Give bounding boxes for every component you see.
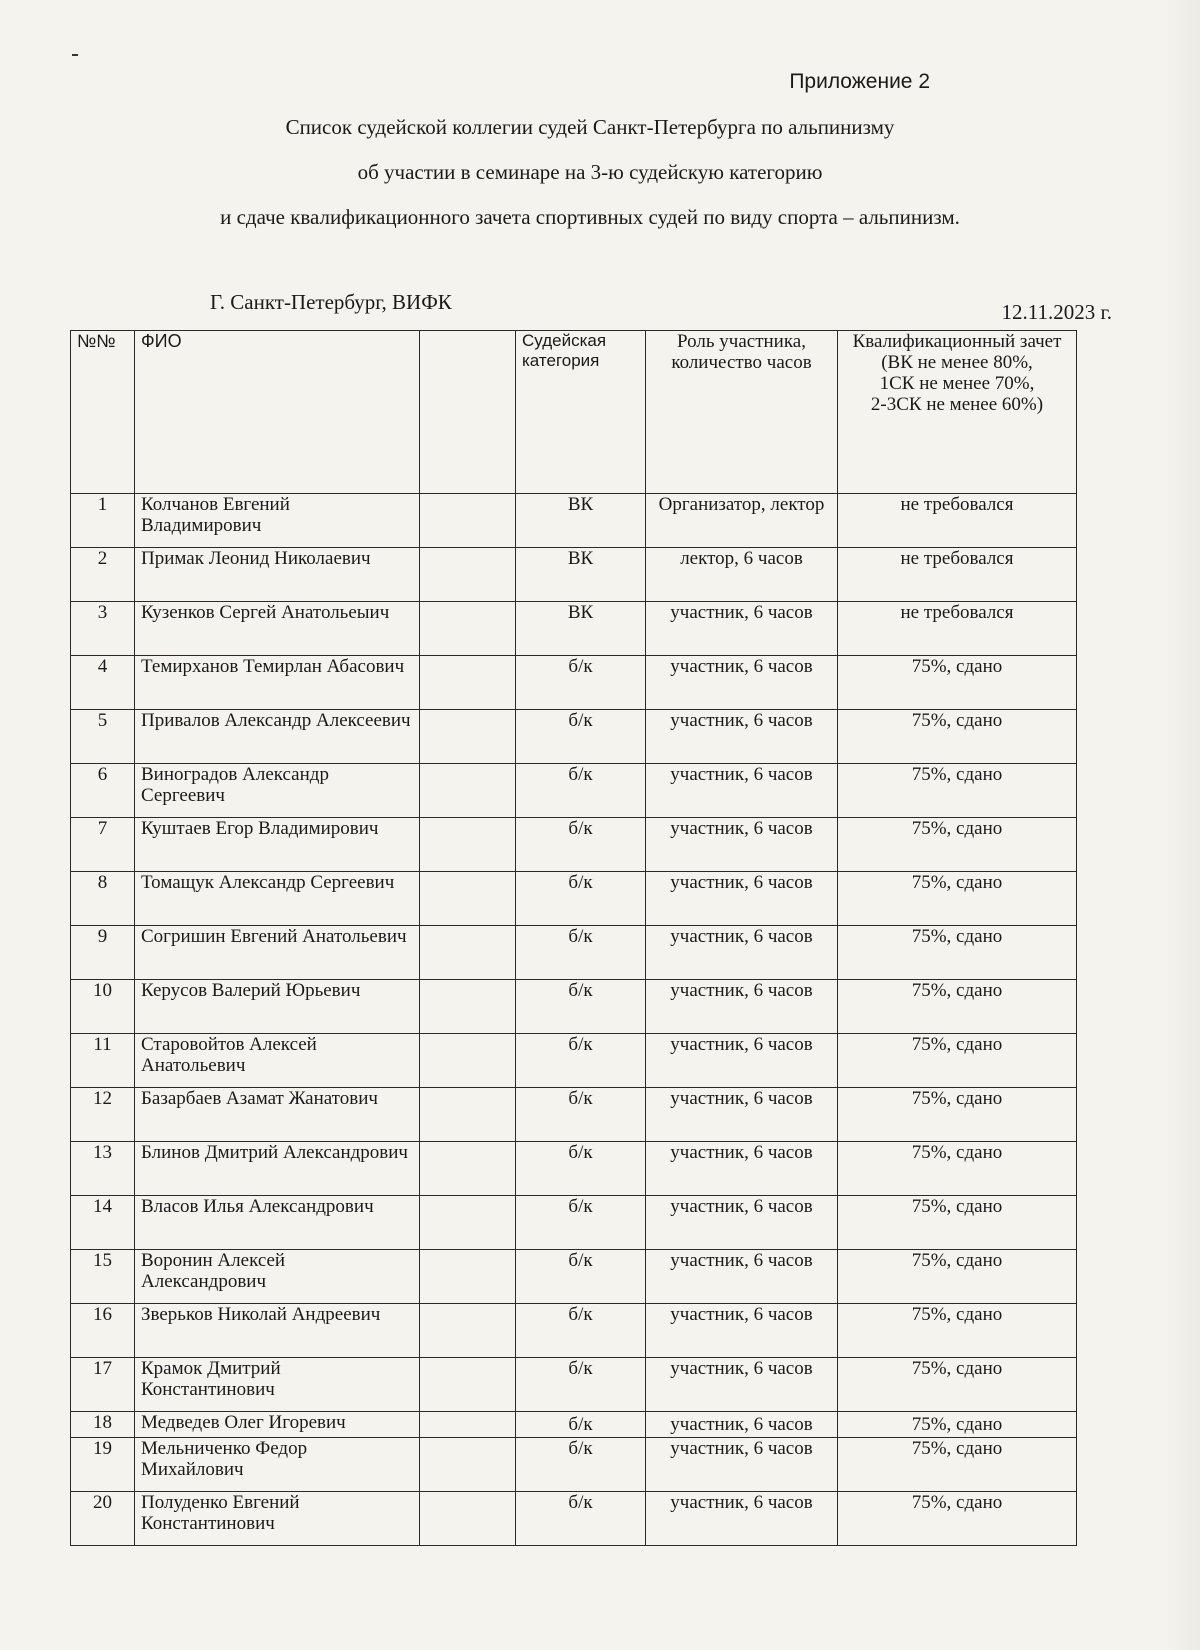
row-fio: Старовойтов Алексей Анатольевич [135, 1034, 420, 1088]
row-role: участник, 6 часов [646, 1438, 838, 1492]
row-qualification: 75%, сдано [838, 1358, 1077, 1412]
table-row [71, 1088, 1077, 1142]
row-number: 19 [71, 1438, 135, 1492]
row-fio: Кузенков Сергей Анатольеыич [135, 602, 420, 656]
table-row [71, 1358, 1077, 1412]
header-empty [420, 331, 516, 494]
row-role: участник, 6 часов [646, 1250, 838, 1304]
row-qualification: не требовался [838, 548, 1077, 602]
row-role: участник, 6 часов [646, 926, 838, 980]
row-category: б/к [516, 1088, 646, 1142]
row-category: б/к [516, 818, 646, 872]
table-row [71, 656, 1077, 710]
row-category: б/к [516, 872, 646, 926]
header-qualification-title: Квалификационный зачет [852, 331, 1062, 352]
header-num: №№ [71, 331, 135, 494]
row-role: участник, 6 часов [646, 1412, 838, 1438]
row-empty-cell [420, 1088, 516, 1142]
row-number: 9 [71, 926, 135, 980]
row-fio: Примак Леонид Николаевич [135, 548, 420, 602]
row-number: 12 [71, 1088, 135, 1142]
row-category: б/к [516, 1304, 646, 1358]
row-fio: Блинов Дмитрий Александрович [135, 1142, 420, 1196]
row-qualification: 75%, сдано [838, 710, 1077, 764]
row-role: лектор, 6 часов [646, 548, 838, 602]
row-category: б/к [516, 1358, 646, 1412]
header-qualification-line: (ВК не менее 80%, [881, 352, 1033, 373]
row-empty-cell [420, 1304, 516, 1358]
row-category: ВК [516, 602, 646, 656]
row-role: участник, 6 часов [646, 980, 838, 1034]
row-role: участник, 6 часов [646, 1358, 838, 1412]
table-header-row [71, 331, 1077, 494]
row-number: 16 [71, 1304, 135, 1358]
row-number: 18 [71, 1412, 135, 1438]
row-qualification: 75%, сдано [838, 1250, 1077, 1304]
row-role: участник, 6 часов [646, 602, 838, 656]
row-fio: Власов Илья Александрович [135, 1196, 420, 1250]
row-empty-cell [420, 710, 516, 764]
row-number: 6 [71, 764, 135, 818]
row-number: 4 [71, 656, 135, 710]
row-qualification: 75%, сдано [838, 926, 1077, 980]
row-number: 10 [71, 980, 135, 1034]
header-fio: ФИО [135, 331, 420, 494]
row-fio: Привалов Александр Алексеевич [135, 710, 420, 764]
table-row [71, 494, 1077, 548]
row-fio: Мельниченко Федор Михайлович [135, 1438, 420, 1492]
table-row [71, 1438, 1077, 1492]
row-empty-cell [420, 548, 516, 602]
row-qualification: 75%, сдано [838, 980, 1077, 1034]
title-line-3: и сдаче квалификационного зачета спортивных судей по виду спорта – альпинизм. [220, 205, 960, 229]
table-row [71, 1492, 1077, 1546]
table-row [71, 1304, 1077, 1358]
table-row [71, 1196, 1077, 1250]
row-role: участник, 6 часов [646, 764, 838, 818]
row-role: участник, 6 часов [646, 1142, 838, 1196]
title-line-2: об участии в семинаре на 3-ю судейскую категорию [357, 160, 823, 184]
row-qualification: 75%, сдано [838, 818, 1077, 872]
table-row [71, 602, 1077, 656]
row-fio: Темирханов Темирлан Абасович [135, 656, 420, 710]
table-row [71, 548, 1077, 602]
scan-speck [72, 54, 78, 56]
title-line-1: Список судейской коллегии судей Санкт-Петербурга по альпинизму [285, 115, 895, 139]
row-empty-cell [420, 1358, 516, 1412]
city-venue: Г. Санкт-Петербург, ВИФК [210, 290, 452, 314]
row-category: б/к [516, 1034, 646, 1088]
row-fio: Воронин Алексей Александрович [135, 1250, 420, 1304]
row-empty-cell [420, 872, 516, 926]
table-row [71, 710, 1077, 764]
row-number: 1 [71, 494, 135, 548]
row-number: 2 [71, 548, 135, 602]
row-empty-cell [420, 1034, 516, 1088]
row-role: участник, 6 часов [646, 1196, 838, 1250]
row-number: 14 [71, 1196, 135, 1250]
table-row [71, 764, 1077, 818]
row-fio: Крамок Дмитрий Константинович [135, 1358, 420, 1412]
row-role: участник, 6 часов [646, 1304, 838, 1358]
row-empty-cell [420, 494, 516, 548]
row-empty-cell [420, 1412, 516, 1438]
row-fio: Медведев Олег Игоревич [135, 1412, 420, 1438]
row-fio: Базарбаев Азамат Жанатович [135, 1088, 420, 1142]
row-category: б/к [516, 764, 646, 818]
row-category: б/к [516, 980, 646, 1034]
row-qualification: 75%, сдано [838, 1088, 1077, 1142]
header-qualification [838, 331, 1077, 494]
row-category: б/к [516, 1142, 646, 1196]
attachment-label: Приложение 2 [789, 70, 930, 93]
header-qualification-line: 2-3СК не менее 60%) [870, 394, 1044, 415]
row-empty-cell [420, 1142, 516, 1196]
row-fio: Зверьков Николай Андреевич [135, 1304, 420, 1358]
row-empty-cell [420, 926, 516, 980]
page-edge-shadow [1166, 0, 1200, 1650]
header-qualification-line: 1СК не менее 70%, [879, 373, 1035, 394]
row-role: участник, 6 часов [646, 710, 838, 764]
table-row [71, 818, 1077, 872]
row-role: Организатор, лектор [646, 494, 838, 548]
row-qualification: 75%, сдано [838, 1412, 1077, 1438]
row-empty-cell [420, 764, 516, 818]
row-category: б/к [516, 1412, 646, 1438]
row-category: б/к [516, 656, 646, 710]
row-category: б/к [516, 710, 646, 764]
row-empty-cell [420, 602, 516, 656]
row-empty-cell [420, 980, 516, 1034]
row-fio: Согришин Евгений Анатольевич [135, 926, 420, 980]
table-row [71, 1412, 1077, 1438]
row-category: б/к [516, 926, 646, 980]
row-empty-cell [420, 1492, 516, 1546]
row-fio: Куштаев Егор Владимирович [135, 818, 420, 872]
row-fio: Томащук Александр Сергеевич [135, 872, 420, 926]
row-number: 17 [71, 1358, 135, 1412]
row-number: 8 [71, 872, 135, 926]
row-empty-cell [420, 818, 516, 872]
row-number: 15 [71, 1250, 135, 1304]
row-qualification: 75%, сдано [838, 1034, 1077, 1088]
row-fio: Полуденко Евгений Константинович [135, 1492, 420, 1546]
row-empty-cell [420, 1250, 516, 1304]
row-qualification: не требовался [838, 494, 1077, 548]
row-number: 7 [71, 818, 135, 872]
row-fio: Керусов Валерий Юрьевич [135, 980, 420, 1034]
row-qualification: 75%, сдано [838, 764, 1077, 818]
row-qualification: 75%, сдано [838, 1492, 1077, 1546]
row-qualification: 75%, сдано [838, 1142, 1077, 1196]
row-role: участник, 6 часов [646, 1034, 838, 1088]
row-qualification: 75%, сдано [838, 656, 1077, 710]
row-qualification: 75%, сдано [838, 1304, 1077, 1358]
table-row [71, 1250, 1077, 1304]
header-role: Роль участника, количество часов [646, 331, 838, 494]
row-qualification: 75%, сдано [838, 1438, 1077, 1492]
row-number: 3 [71, 602, 135, 656]
row-category: ВК [516, 494, 646, 548]
row-category: ВК [516, 548, 646, 602]
row-empty-cell [420, 1196, 516, 1250]
row-category: б/к [516, 1438, 646, 1492]
judges-table [70, 330, 1077, 1546]
row-category: б/к [516, 1196, 646, 1250]
row-number: 11 [71, 1034, 135, 1088]
row-role: участник, 6 часов [646, 1492, 838, 1546]
row-qualification: 75%, сдано [838, 1196, 1077, 1250]
row-number: 20 [71, 1492, 135, 1546]
row-empty-cell [420, 1438, 516, 1492]
row-number: 13 [71, 1142, 135, 1196]
table-row [71, 1034, 1077, 1088]
row-category: б/к [516, 1492, 646, 1546]
row-qualification: не требовался [838, 602, 1077, 656]
row-role: участник, 6 часов [646, 1088, 838, 1142]
row-qualification: 75%, сдано [838, 872, 1077, 926]
document-date: 12.11.2023 г. [1001, 300, 1112, 324]
row-number: 5 [71, 710, 135, 764]
header-category: Судейская категория [516, 331, 646, 494]
row-role: участник, 6 часов [646, 656, 838, 710]
row-fio: Виноградов Александр Сергеевич [135, 764, 420, 818]
row-role: участник, 6 часов [646, 818, 838, 872]
row-category: б/к [516, 1250, 646, 1304]
table-row [71, 872, 1077, 926]
row-empty-cell [420, 656, 516, 710]
row-fio: Колчанов Евгений Владимирович [135, 494, 420, 548]
table-row [71, 980, 1077, 1034]
table-row [71, 1142, 1077, 1196]
row-role: участник, 6 часов [646, 872, 838, 926]
table-row [71, 926, 1077, 980]
